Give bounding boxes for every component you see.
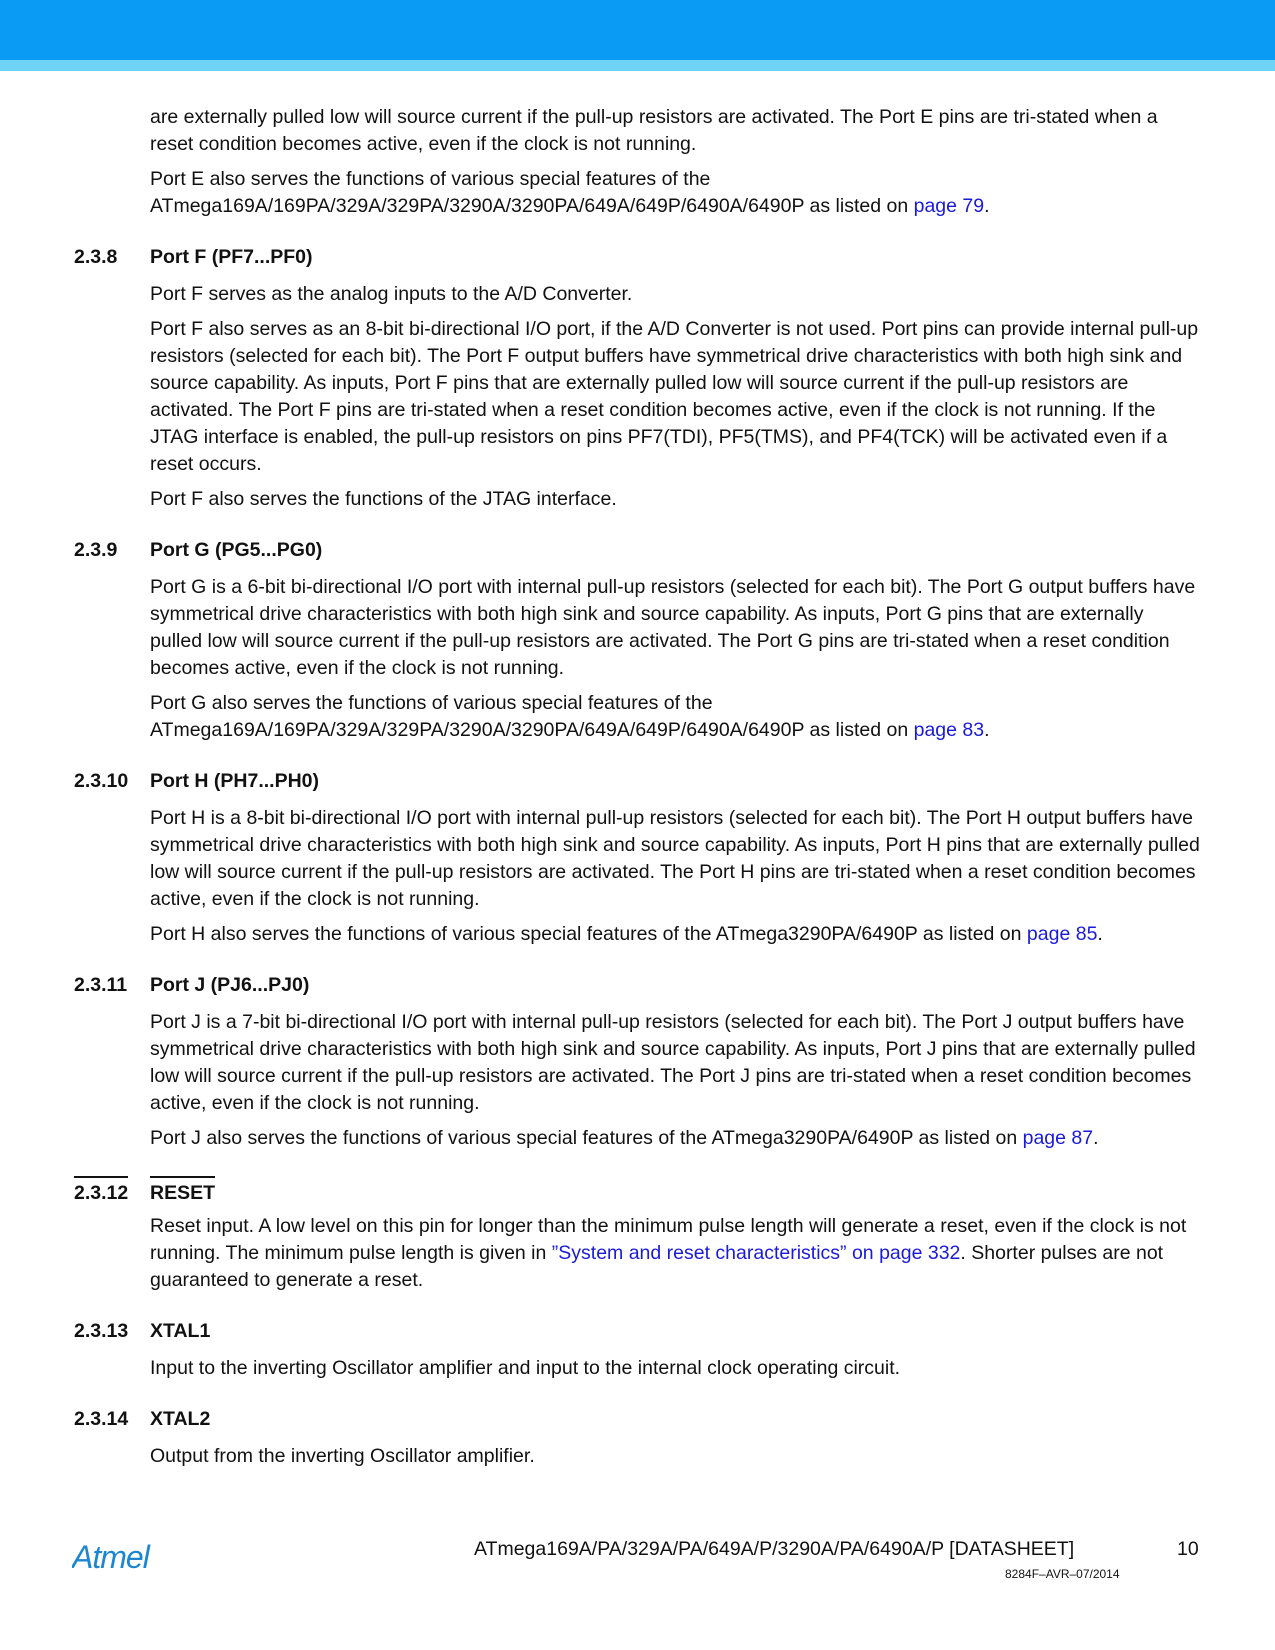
paragraph: Port F also serves the functions of the JTAG interface.	[150, 488, 617, 510]
paragraph: Port J is a 7-bit bi-directional I/O port with internal pull-up resistors (selected for each bit). The Port J output buffers have symmetrical drive characteristics with both high sink and source capability. As inputs, Port J pins that are externally pulled low will source current if the pull-up resistors are activated. The Port J pins are tri-stated when a reset condition becomes active, even if the clock is not running.	[150, 1011, 1196, 1114]
section-2-3-10	[0, 768, 1275, 948]
section-heading	[0, 1406, 1275, 1433]
section-2-3-9	[0, 537, 1275, 744]
intro-paragraph-1: are externally pulled low will source current if the pull-up resistors are activated. The Port E pins are tri-stated when a reset condition becomes active, even if the clock is not running.	[150, 106, 1158, 155]
section-heading	[0, 768, 1275, 795]
atmel-logo	[72, 1540, 182, 1576]
section-title: RESET	[150, 1176, 215, 1207]
section-heading	[0, 244, 1275, 271]
section-number: 2.3.13	[74, 1320, 129, 1342]
section-number: 2.3.9	[74, 539, 118, 561]
paragraph: Port F also serves as an 8-bit bi-directional I/O port, if the A/D Converter is not used. Port pins can provide internal pull-up resistors (selected for each bit). The Port F output buffers have symmetrical drive characteristics with both high sink and source capability. As inputs, Port F pins that are externally pulled low will source current if the pull-up resistors are activated. The Port F pins are tri-stated when a reset condition becomes active, even if the clock is not running. If the JTAG interface is enabled, the pull-up resistors on pins PF7(TDI), PF5(TMS), and PF4(TCK) will be activated even if a reset occurs.	[150, 318, 1199, 475]
section-heading	[0, 972, 1275, 999]
section-heading	[0, 537, 1275, 564]
page-83-link[interactable]: page 83	[913, 719, 985, 741]
paragraph-end: .	[1093, 1127, 1099, 1149]
section-2-3-12	[0, 1176, 1275, 1294]
section-title: XTAL2	[150, 1408, 211, 1430]
footer-document-title: ATmega169A/PA/329A/PA/649A/P/3290A/PA/6490A/P [DATASHEET]	[474, 1538, 1075, 1560]
paragraph	[150, 690, 1200, 744]
header-band	[0, 0, 1275, 60]
page-number: 10	[1177, 1538, 1199, 1560]
paragraph-end: .	[1097, 923, 1103, 945]
section-2-3-11	[0, 972, 1275, 1152]
intro-p2-end: .	[984, 195, 990, 217]
section-number: 2.3.11	[74, 974, 128, 996]
section-title: Port J (PJ6...PJ0)	[150, 974, 310, 996]
header-stripe	[0, 60, 1275, 71]
paragraph-end: . Shorter pulses are not guaranteed to generate a reset.	[150, 1242, 1164, 1291]
section-2-3-14	[0, 1406, 1275, 1470]
paragraph-text: Port H also serves the functions of various special features of the ATmega3290PA/6490P as listed on	[150, 923, 1027, 945]
paragraph: Port G is a 6-bit bi-directional I/O port with internal pull-up resistors (selected for each bit). The Port G output buffers have symmetrical drive characteristics with both high sink and source capability. As inputs, Port G pins that are externally pulled low will source current if the pull-up resistors are activated. The Port G pins are tri-stated when a reset condition becomes active, even if the clock is not running.	[150, 576, 1196, 679]
paragraph: Port H is a 8-bit bi-directional I/O port with internal pull-up resistors (selected for each bit). The Port H output buffers have symmetrical drive characteristics with both high sink and source capability. As inputs, Port H pins that are externally pulled low will source current if the pull-up resistors are activated. The Port H pins are tri-stated when a reset condition becomes active, even if the clock is not running.	[150, 807, 1200, 910]
atmel-logo-text: Atmel	[72, 1540, 149, 1575]
paragraph	[150, 1213, 1200, 1294]
intro-p2-text: Port E also serves the functions of various special features of the ATmega169A/169PA/329A/329PA/3290A/3290PA/649A/649P/6490A/6490P as listed on	[150, 168, 914, 217]
paragraph: Input to the inverting Oscillator amplifier and input to the internal clock operating circuit.	[150, 1357, 901, 1379]
paragraph: Port F serves as the analog inputs to the A/D Converter.	[150, 283, 633, 305]
system-reset-characteristics-link[interactable]: ”System and reset characteristics” on page 332	[551, 1242, 961, 1264]
section-title: Port G (PG5...PG0)	[150, 539, 323, 561]
section-number: 2.3.10	[74, 770, 129, 792]
section-title: XTAL1	[150, 1320, 211, 1342]
document-id: 8284F–AVR–07/2014	[1005, 1567, 1120, 1581]
section-number: 2.3.8	[74, 246, 118, 268]
paragraph	[150, 1125, 1200, 1152]
section-title: Port F (PF7...PF0)	[150, 246, 313, 268]
section-title: Port H (PH7...PH0)	[150, 770, 320, 792]
paragraph-end: .	[984, 719, 990, 741]
page-79-link[interactable]: page 79	[913, 195, 985, 217]
paragraph-text: Port J also serves the functions of various special features of the ATmega3290PA/6490P as listed on	[150, 1127, 1023, 1149]
section-heading	[0, 1176, 1275, 1203]
section-number: 2.3.14	[74, 1408, 129, 1430]
section-number: 2.3.12	[74, 1176, 128, 1207]
section-2-3-8	[0, 244, 1275, 513]
paragraph: Output from the inverting Oscillator amplifier.	[150, 1445, 535, 1467]
intro-paragraph-2	[150, 166, 1200, 220]
section-heading	[0, 1318, 1275, 1345]
section-2-3-13	[0, 1318, 1275, 1382]
paragraph-text: Reset input. A low level on this pin for longer than the minimum pulse length will generate a reset, even if the clock is not running. The minimum pulse length is given in	[150, 1215, 1187, 1264]
page-87-link[interactable]: page 87	[1022, 1127, 1094, 1149]
paragraph	[150, 921, 1200, 948]
paragraph-text: Port G also serves the functions of various special features of the ATmega169A/169PA/329A/329PA/3290A/3290PA/649A/649P/6490A/6490P as listed on	[150, 692, 914, 741]
page-content	[0, 104, 1275, 1478]
page-85-link[interactable]: page 85	[1026, 923, 1098, 945]
